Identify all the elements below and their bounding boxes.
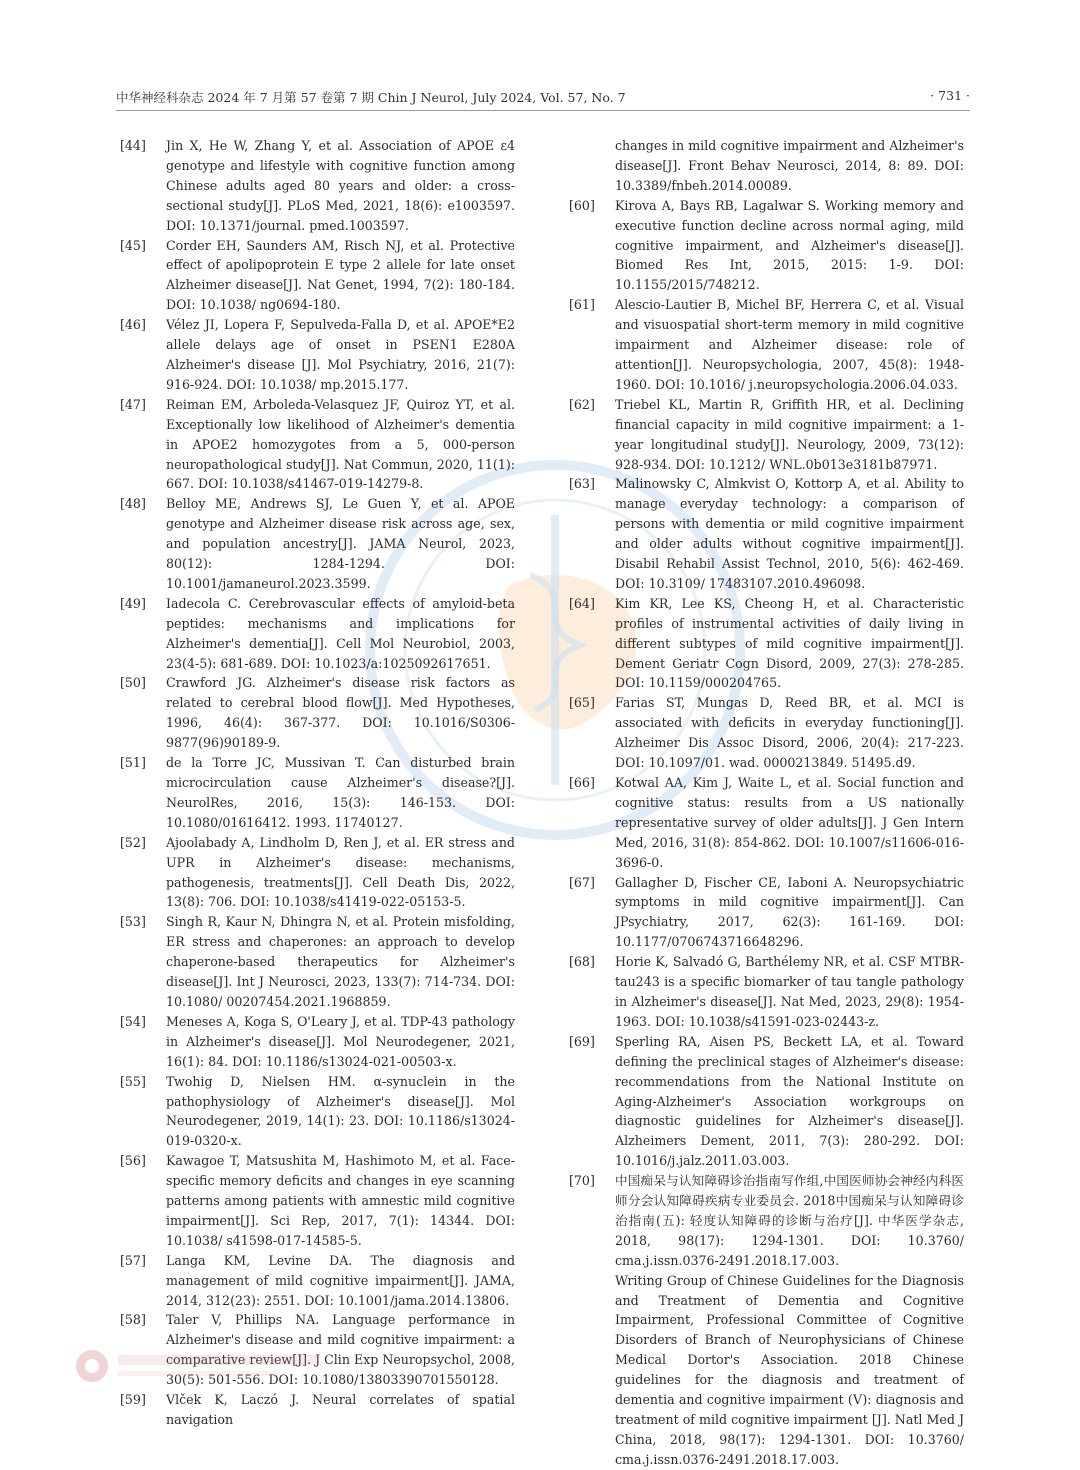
reference-text: Gallagher D, Fischer CE, Iaboni A. Neuropsychiatric symptoms in mild cognitive impairment[J]. Can JPsychiatry, 2017, 62(3): 161-169. DOI: 10.1177/0706743716648296. bbox=[615, 874, 964, 950]
reference-number: [69] bbox=[569, 1033, 595, 1049]
reference-item bbox=[120, 236, 515, 316]
running-header bbox=[116, 88, 970, 108]
reference-70-english-translation: Writing Group of Chinese Guidelines for the Diagnosis and Treatment of Dementia and Cognitive Impairment, Professional Committee of Cognitive Disorders of Branch of Neurophysicians of Chinese Medical Dortor's Association. 2018 Chinese guidelines for the diagnosis and treatment of dementia and cognitive impairment (Ⅴ): diagnosis and treatment of mild cognitive impairment [J]. Natl Med J China, 2018, 98(17): 1294-1301. DOI: 10.3760/ cma.j.issn.0376-2491.2018.17.003. bbox=[615, 1272, 964, 1467]
reference-number: [45] bbox=[120, 237, 146, 253]
reference-number: [55] bbox=[120, 1073, 146, 1089]
reference-number: [48] bbox=[120, 496, 146, 512]
reference-item bbox=[120, 833, 515, 913]
reference-number: [49] bbox=[120, 595, 146, 611]
reference-item bbox=[120, 1012, 515, 1072]
reference-text: Iadecola C. Cerebrovascular effects of amyloid-beta peptides: mechanisms and implications for Alzheimer's dementia[J]. Cell Mol Neurobiol, 2003, 23(4-5): 681-689. DOI: 10.1023/a:1025092617651. bbox=[166, 595, 515, 671]
references-left-column bbox=[120, 136, 515, 1430]
reference-text: Taler V, Phillips NA. Language performance in Alzheimer's disease and mild cognitive impairment: a comparative review[J]. J Clin Exp Neuropsychol, 2008, 30(5): 501-556. DOI: 10.1080/13803390701550128. bbox=[166, 1312, 515, 1388]
reference-text: Malinowsky C, Almkvist O, Kottorp A, et al. Ability to manage everyday technology: a comparison of persons with dementia or mild cognitive impairment and older adults without cognitive impairment[J]. Disabil Rehabil Assist Technol, 2010, 5(6): 462-469. DOI: 10.3109/ 17483107.2010.496098. bbox=[615, 476, 964, 591]
reference-number: [61] bbox=[569, 297, 595, 313]
reference-item bbox=[569, 474, 964, 593]
reference-text: Triebel KL, Martin R, Griffith HR, et al. Declining financial capacity in mild cognitive impairment: a 1-year longitudinal study[J]. Neurology, 2009, 73(12): 928-934. DOI: 10.1212/ WNL.0b013e3181b87971. bbox=[615, 396, 964, 472]
reference-text: Kirova A, Bays RB, Lagalwar S. Working memory and executive function decline across normal aging, mild cognitive impairment, and Alzheimer's disease[J]. Biomed Res Int, 2015, 2015: 1-9. DOI: 10.1155/2015/748212. bbox=[615, 197, 964, 293]
reference-text: 中国痴呆与认知障碍诊治指南写作组,中国医师协会神经内科医师分会认知障碍疾病专业委员会. 2018中国痴呆与认知障碍诊治指南(五): 轻度认知障碍的诊断与治疗[J]. 中华医学杂志, 2018, 98(17): 1294-1301. DOI: 10.3760/ cma.j.issn.0376-2491.2018.17.003. bbox=[615, 1173, 964, 1268]
reference-item bbox=[120, 136, 515, 236]
reference-item bbox=[569, 1032, 964, 1171]
reference-text: Twohig D, Nielsen HM. α-synuclein in the pathophysiology of Alzheimer's disease[J]. Mol Neurodegener, 2019, 14(1): 23. DOI: 10.1186/s13024-019-0320-x. bbox=[166, 1073, 515, 1149]
page-number: · 731 · bbox=[930, 88, 970, 103]
reference-text: de la Torre JC, Mussivan T. Can disturbed brain microcirculation cause Alzheimer's disease?[J]. NeurolRes, 2016, 15(3): 146-153. DOI: 10.1080/01616412. 1993. 11740127. bbox=[166, 755, 515, 830]
reference-item bbox=[120, 594, 515, 674]
reference-number: [53] bbox=[120, 914, 146, 930]
reference-number: [68] bbox=[569, 954, 595, 970]
reference-number: [50] bbox=[120, 675, 146, 691]
reference-number: [57] bbox=[120, 1252, 146, 1268]
reference-number: [59] bbox=[120, 1392, 146, 1408]
reference-item bbox=[120, 912, 515, 1012]
reference-item bbox=[120, 1310, 515, 1390]
reference-number: [46] bbox=[120, 317, 146, 333]
reference-text: Farias ST, Mungas D, Reed BR, et al. MCI is associated with deficits in everyday functioning[J]. Alzheimer Dis Assoc Disord, 2006, 20(4): 217-223. DOI: 10.1097/01. wad. 0000213849. 51495.d9. bbox=[615, 695, 964, 771]
reference-item bbox=[569, 873, 964, 953]
reference-text: Horie K, Salvadó G, Barthélemy NR, et al. CSF MTBR-tau243 is a specific biomarker of tau tangle pathology in Alzheimer's disease[J]. Nat Med, 2023, 29(8): 1954-1963. DOI: 10.1038/s41591-023-02443-z. bbox=[615, 954, 964, 1029]
reference-item bbox=[569, 295, 964, 395]
reference-number: [64] bbox=[569, 595, 595, 611]
reference-item bbox=[120, 753, 515, 833]
reference-item bbox=[569, 773, 964, 873]
reference-item bbox=[120, 673, 515, 753]
reference-item bbox=[120, 395, 515, 495]
reference-item bbox=[120, 315, 515, 395]
reference-number: [60] bbox=[569, 197, 595, 213]
reference-text: Vélez JI, Lopera F, Sepulveda-Falla D, et al. APOE*E2 allele delays age of onset in PSEN1 E280A Alzheimer's disease [J]. Mol Psychiatry, 2016, 21(7): 916-924. DOI: 10.1038/ mp.2015.177. bbox=[166, 317, 515, 392]
reference-text: Singh R, Kaur N, Dhingra N, et al. Protein misfolding, ER stress and chaperones: an approach to develop chaperone-based therapeutics for Alzheimer's disease[J]. Int J Neurosci, 2023, 133(7): 714-734. DOI: 10.1080/ 00207454.2021.1968859. bbox=[166, 914, 515, 1009]
reference-item bbox=[569, 196, 964, 296]
reference-number: [62] bbox=[569, 396, 595, 412]
reference-item bbox=[120, 1072, 515, 1152]
reference-text: Alescio-Lautier B, Michel BF, Herrera C, et al. Visual and visuospatial short-term memory in mild cognitive impairment and Alzheimer disease: role of attention[J]. Neuropsychologia, 2007, 45(8): 1948-1960. DOI: 10.1016/ j.neuropsychologia.2006.04.033. bbox=[615, 297, 964, 392]
reference-text: Kotwal AA, Kim J, Waite L, et al. Social function and cognitive status: results from a US nationally representative survey of older adults[J]. J Gen Intern Med, 2016, 31(8): 854-862. DOI: 10.1007/s11606-016-3696-0. bbox=[615, 775, 964, 870]
reference-number: [44] bbox=[120, 138, 146, 153]
reference-number: [65] bbox=[569, 695, 595, 711]
reference-number: [56] bbox=[120, 1153, 146, 1169]
reference-number: [58] bbox=[120, 1312, 146, 1328]
reference-text: Meneses A, Koga S, O'Leary J, et al. TDP-43 pathology in Alzheimer's disease[J]. Mol Neurodegener, 2021, 16(1): 84. DOI: 10.1186/s13024-021-00503-x. bbox=[166, 1013, 515, 1069]
reference-number: [70] bbox=[569, 1173, 595, 1189]
references-right-list bbox=[569, 196, 964, 1271]
reference-item bbox=[120, 494, 515, 594]
reference-number: [51] bbox=[120, 755, 146, 771]
reference-number: [52] bbox=[120, 834, 146, 850]
journal-citation-header: 中华神经科杂志 2024 年 7 月第 57 卷第 7 期 Chin J Neurol, July 2024, Vol. 57, No. 7 bbox=[116, 90, 626, 105]
reference-text: Reiman EM, Arboleda-Velasquez JF, Quiroz YT, et al. Exceptionally low likelihood of Alzheimer's dementia in APOE2 homozygotes from a 5, 000-person neuropathological study[J]. Nat Commun, 2020, 11(1): 667. DOI: 10.1038/s41467-019-14279-8. bbox=[166, 396, 515, 492]
reference-number: [47] bbox=[120, 396, 146, 412]
reference-item bbox=[120, 1251, 515, 1311]
references-right-column bbox=[569, 136, 964, 1470]
reference-item bbox=[569, 952, 964, 1032]
reference-text: Sperling RA, Aisen PS, Beckett LA, et al. Toward defining the preclinical stages of Alzheimer's disease: recommendations from the National Institute on Aging-Alzheimer's Association workgroups on diagnostic guidelines for Alzheimer's disease[J]. Alzheimers Dement, 2011, 7(3): 280-292. DOI: 10.1016/j.jalz.2011.03.003. bbox=[615, 1033, 964, 1169]
reference-item bbox=[569, 594, 964, 694]
reference-text: Kawagoe T, Matsushita M, Hashimoto M, et al. Face-specific memory deficits and changes in eye scanning patterns among patients with amnestic mild cognitive impairment[J]. Sci Rep, 2017, 7(1): 14344. DOI: 10.1038/ s41598-017-14585-5. bbox=[166, 1153, 515, 1248]
reference-text: Ajoolabady A, Lindholm D, Ren J, et al. ER stress and UPR in Alzheimer's disease: mechanisms, pathogenesis, treatments[J]. Cell Death Dis, 2022, 13(8): 706. DOI: 10.1038/s41419-022-05153-5. bbox=[166, 834, 515, 910]
reference-text: Crawford JG. Alzheimer's disease risk factors as related to cerebral blood flow[J]. Med Hypotheses, 1996, 46(4): 367-377. DOI: 10.1016/S0306-9877(96)90189-9. bbox=[166, 675, 515, 751]
reference-item bbox=[120, 1390, 515, 1430]
reference-59-continuation: changes in mild cognitive impairment and Alzheimer's disease[J]. Front Behav Neurosci, 2014, 8: 89. DOI: 10.3389/fnbeh.2014.00089. bbox=[615, 138, 964, 193]
reference-text: Jin X, He W, Zhang Y, et al. Association of APOE ε4 genotype and lifestyle with cognitive function among Chinese adults aged 80 years and older: a cross-sectional study[J]. PLoS Med, 2021, 18(6): e1003597. DOI: 10.1371/journal. pmed.1003597. bbox=[166, 138, 515, 233]
reference-number: [54] bbox=[120, 1013, 146, 1029]
reference-text: Kim KR, Lee KS, Cheong H, et al. Characteristic profiles of instrumental activities of daily living in different subtypes of mild cognitive impairment[J]. Dement Geriatr Cogn Disord, 2009, 27(3): 278-285. DOI: 10.1159/000204765. bbox=[615, 595, 964, 691]
reference-text: Langa KM, Levine DA. The diagnosis and management of mild cognitive impairment[J]. JAMA, 2014, 312(23): 2551. DOI: 10.1001/jama.2014.13806. bbox=[166, 1252, 515, 1308]
reference-text: Corder EH, Saunders AM, Risch NJ, et al. Protective effect of apolipoprotein E type 2 allele for late onset Alzheimer disease[J]. Nat Genet, 1994, 7(2): 180-184. DOI: 10.1038/ ng0694-180. bbox=[166, 237, 515, 313]
reference-item bbox=[569, 395, 964, 475]
reference-text: Vlček K, Laczó J. Neural correlates of spatial navigation bbox=[166, 1392, 515, 1427]
reference-text: Belloy ME, Andrews SJ, Le Guen Y, et al. APOE genotype and Alzheimer disease risk across age, sex, and population ancestry[J]. JAMA Neurol, 2023, 80(12): 1284-1294. DOI: 10.1001/jamaneurol.2023.3599. bbox=[166, 496, 515, 591]
reference-number: [63] bbox=[569, 476, 595, 492]
header-divider bbox=[116, 110, 970, 111]
reference-number: [66] bbox=[569, 775, 595, 790]
reference-item bbox=[569, 1171, 964, 1271]
reference-number: [67] bbox=[569, 874, 595, 890]
reference-item bbox=[569, 693, 964, 773]
reference-item bbox=[120, 1151, 515, 1251]
